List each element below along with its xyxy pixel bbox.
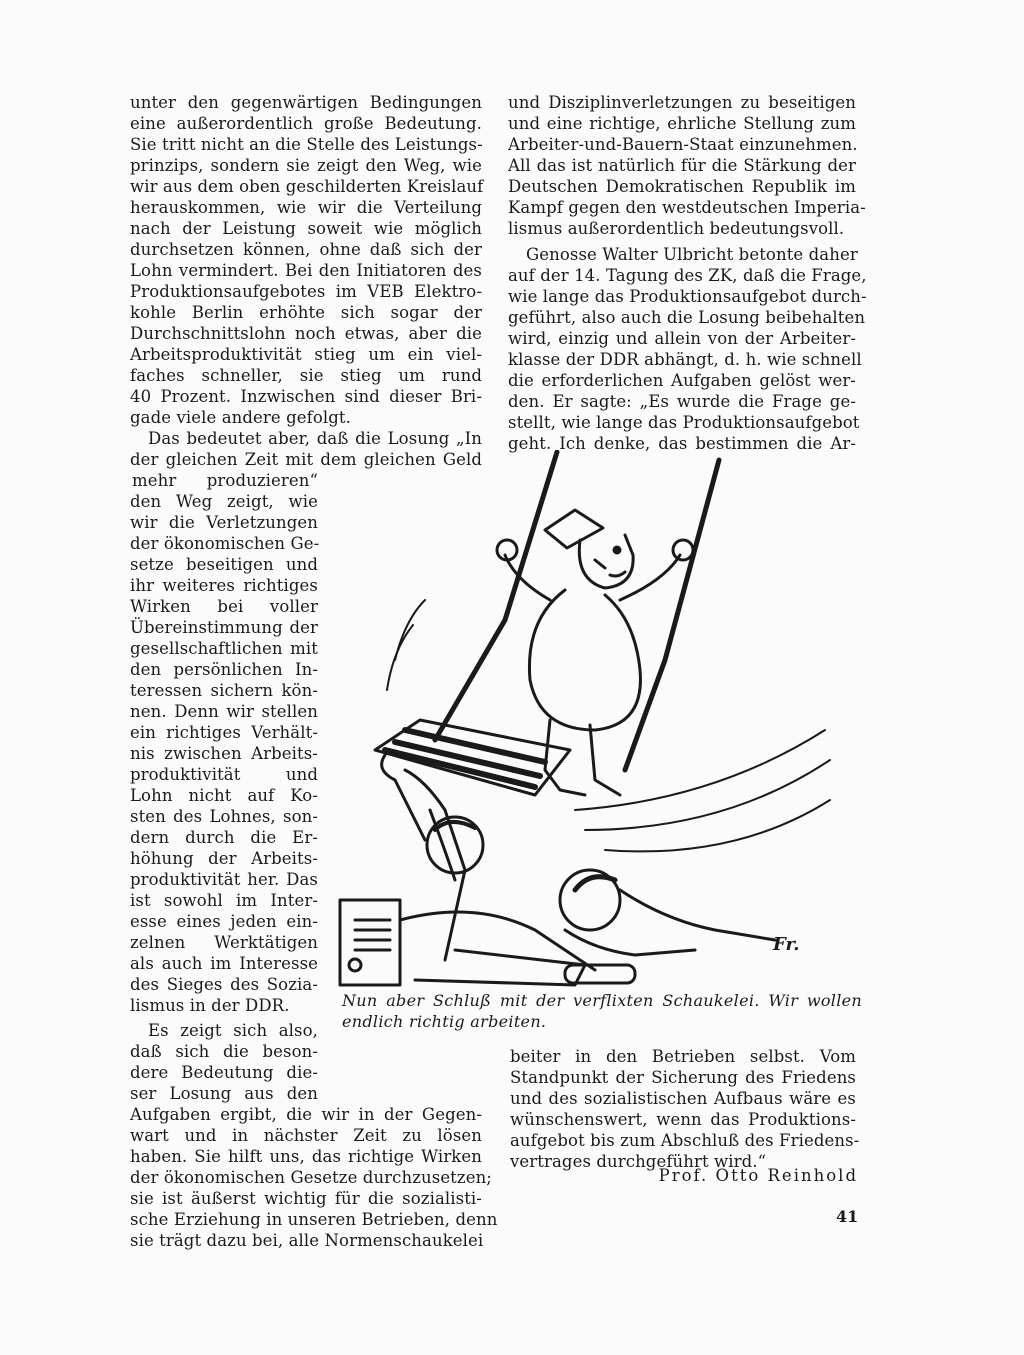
text-line: haben. Sie hilft uns, das richtige Wirken	[130, 1147, 482, 1166]
text-line: herauskommen, wie wir die Verteilung	[130, 198, 482, 217]
text-line: Arbeitsproduktivität stieg um ein viel-	[130, 345, 482, 364]
text-line: stellt, wie lange das Produktionsaufgebot	[508, 413, 860, 432]
text-line: daß sich die beson-	[130, 1042, 318, 1061]
caption-line: endlich richtig arbeiten.	[342, 1012, 547, 1031]
text-line: gesellschaftlichen mit	[130, 639, 318, 658]
text-line: Lohn vermindert. Bei den Initiatoren des	[130, 261, 482, 280]
text-line: prinzips, sondern sie zeigt den Weg, wie	[130, 156, 482, 175]
text-line: und eine richtige, ehrliche Stellung zum	[508, 114, 856, 133]
text-line: Produktionsaufgebotes im VEB Elektro-	[130, 282, 482, 301]
text-line: Deutschen Demokratischen Republik im	[508, 177, 856, 196]
text-line: sie trägt dazu bei, alle Normenschaukelei	[130, 1231, 484, 1250]
text-line: teressen sichern kön-	[130, 681, 318, 700]
page-number: 41	[836, 1207, 859, 1226]
text-line: Wirken bei voller	[130, 597, 318, 616]
text-line: ihr weiteres richtiges	[130, 576, 318, 595]
text-line: mehr produzieren“	[132, 471, 318, 490]
text-line: höhung der Arbeits-	[130, 849, 318, 868]
text-line: Das bedeutet aber, daß die Losung „In	[148, 429, 482, 448]
text-line: Lohn nicht auf Ko-	[130, 786, 318, 805]
text-line: auf der 14. Tagung des ZK, daß die Frage,	[508, 266, 867, 285]
text-line: wart und in nächster Zeit zu lösen	[130, 1126, 482, 1145]
text-line: durchsetzen können, ohne daß sich der	[130, 240, 482, 259]
text-line: All das ist natürlich für die Stärkung der	[508, 156, 856, 175]
cartoon-illustration	[335, 450, 835, 990]
text-line: dere Bedeutung die-	[130, 1063, 318, 1082]
text-line: vertrages durchgeführt wird.“	[510, 1152, 767, 1171]
text-line: und des sozialistischen Aufbaus wäre es	[510, 1089, 856, 1108]
artist-signature: Fr.	[773, 934, 800, 955]
text-line: sten des Lohnes, son-	[130, 807, 318, 826]
text-line: Aufgaben ergibt, die wir in der Gegen-	[130, 1105, 482, 1124]
text-line: Arbeiter-und-Bauern-Staat einzunehmen.	[508, 135, 858, 154]
text-line: beiter in den Betrieben selbst. Vom	[510, 1047, 856, 1066]
text-line: ist sowohl im Inter-	[130, 891, 318, 910]
text-line: eine außerordentlich große Bedeutung.	[130, 114, 482, 133]
text-line: nis zwischen Arbeits-	[130, 744, 318, 763]
text-line: sie ist äußerst wichtig für die sozialisti-	[130, 1189, 482, 1208]
text-line: als auch im Interesse	[130, 954, 318, 973]
text-line: der ökonomischen Ge-	[130, 534, 320, 553]
text-line: produktivität und	[130, 765, 318, 784]
text-line: 40 Prozent. Inzwischen sind dieser Bri-	[130, 387, 482, 406]
text-line: sche Erziehung in unseren Betrieben, denn	[130, 1210, 498, 1229]
text-line: geht. Ich denke, das bestimmen die Ar-	[508, 434, 856, 453]
text-line: wir aus dem oben geschilderten Kreislauf	[130, 177, 484, 196]
text-line: Genosse Walter Ulbricht betonte daher	[526, 245, 858, 264]
text-line: den Weg zeigt, wie	[130, 492, 318, 511]
text-line: produktivität her. Das	[130, 870, 318, 889]
text-line: zelnen Werktätigen	[130, 933, 318, 952]
text-line: Standpunkt der Sicherung des Friedens	[510, 1068, 856, 1087]
text-line: nach der Leistung soweit wie möglich	[130, 219, 482, 238]
text-line: faches schneller, sie stieg um rund	[130, 366, 482, 385]
text-line: wir die Verletzungen	[130, 513, 318, 532]
text-line: wünschenswert, wenn das Produktions-	[510, 1110, 856, 1129]
text-line: des Sieges des Sozia-	[130, 975, 318, 994]
text-line: geführt, also auch die Losung beibehalten	[508, 308, 866, 327]
text-line: Es zeigt sich also,	[148, 1021, 318, 1040]
text-line: den persönlichen In-	[130, 660, 318, 679]
text-line: nen. Denn wir stellen	[130, 702, 318, 721]
text-line: Sie tritt nicht an die Stelle des Leistungs-	[130, 135, 483, 154]
text-line: ein richtiges Verhält-	[130, 723, 318, 742]
text-line: ser Losung aus den	[130, 1084, 318, 1103]
caption-line: Nun aber Schluß mit der verflixten Schaukelei. Wir wollen	[342, 991, 862, 1010]
text-line: Durchschnittslohn noch etwas, aber die	[130, 324, 482, 343]
text-line: unter den gegenwärtigen Bedingungen	[130, 93, 482, 112]
text-line: lismus außerordentlich bedeutungsvoll.	[508, 219, 845, 238]
author-signature: Prof. Otto Reinhold	[658, 1166, 858, 1185]
text-line: lismus in der DDR.	[130, 996, 290, 1015]
text-line: kohle Berlin erhöhte sich sogar der	[130, 303, 482, 322]
text-line: aufgebot bis zum Abschluß des Friedens-	[510, 1131, 860, 1150]
text-line: dern durch die Er-	[130, 828, 318, 847]
text-line: klasse der DDR abhängt, d. h. wie schnell	[508, 350, 862, 369]
text-line: Übereinstimmung der	[130, 618, 318, 637]
text-line: und Disziplinverletzungen zu beseitigen	[508, 93, 856, 112]
text-line: gade viele andere gefolgt.	[130, 408, 351, 427]
text-line: den. Er sagte: „Es wurde die Frage ge-	[508, 392, 856, 411]
text-line: wie lange das Produktionsaufgebot durch-	[508, 287, 867, 306]
text-line: der ökonomischen Gesetze durchzusetzen;	[130, 1168, 492, 1187]
text-line: die erforderlichen Aufgaben gelöst wer-	[508, 371, 856, 390]
text-line: der gleichen Zeit mit dem gleichen Geld	[130, 450, 482, 469]
text-line: Kampf gegen den westdeutschen Imperia-	[508, 198, 866, 217]
text-line: esse eines jeden ein-	[130, 912, 318, 931]
text-line: setze beseitigen und	[130, 555, 318, 574]
text-line: wird, einzig und allein von der Arbeiter-	[508, 329, 856, 348]
